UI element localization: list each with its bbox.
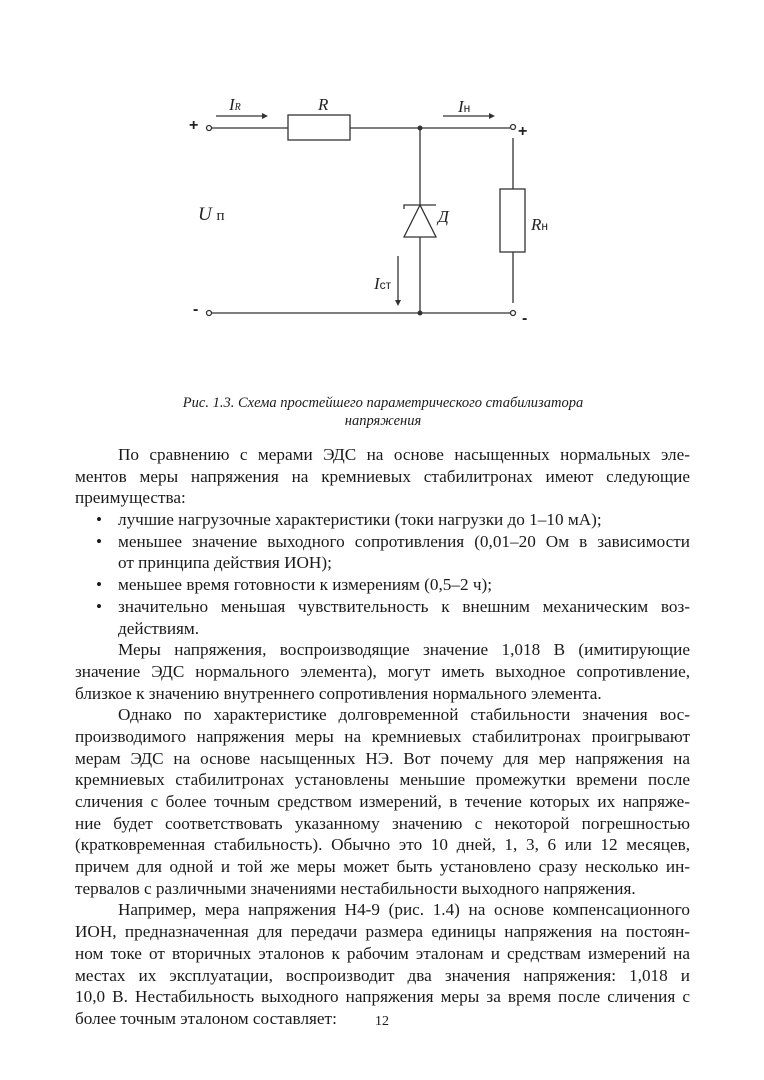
label-sub: ст xyxy=(379,278,392,292)
caption-line: Рис. 1.3. Схема простейшего параметрического стабилизатора xyxy=(182,395,584,411)
line-text: производимого напряжения меры на кремниевых стабилитронах проигрывают xyxy=(75,726,690,746)
line-text: кремниевых стабилитронах установлены меньшие промежутки времени после xyxy=(75,770,690,790)
label-load-rn xyxy=(531,215,548,235)
line-text: значение ЭДС нормального элемента), могут иметь выходное сопротивление, xyxy=(75,661,690,681)
line-text: Однако по характеристике долговременной стабильности значения вос- xyxy=(118,705,690,725)
line-text: (кратковременная стабильность). Обычно это 10 дней, 1, 3, 6 или 12 месяцев, xyxy=(75,835,690,855)
bullet-icon: • xyxy=(96,596,103,616)
label-sub: R xyxy=(234,102,241,113)
paragraph-line xyxy=(75,943,690,965)
line-text: значительно меньшая чувствительность к внешним механическим воз- xyxy=(118,596,690,616)
line-text: более точным эталоном составляет: xyxy=(75,1008,337,1028)
line-text: сличения с более точным средством измерений, в течение которых их напряже- xyxy=(75,792,690,811)
list-item xyxy=(75,531,690,553)
line-text: лучшие нагрузочные характеристики (токи нагрузки до 1–10 мА); xyxy=(118,510,602,530)
label-current-ist xyxy=(374,274,391,294)
paragraph-first-line xyxy=(75,899,690,921)
list-item xyxy=(75,596,690,618)
list-item-continuation xyxy=(75,552,690,574)
line-text: меньшее время готовности к измерениям (0,5–2 ч); xyxy=(118,575,493,595)
paragraph-last-line xyxy=(75,878,690,900)
paragraph-line xyxy=(75,813,690,835)
plus-output-sign: + xyxy=(518,123,528,140)
body-text xyxy=(75,444,690,1030)
line-text: меньшее значение выходного сопротивления (0,01–20 Ом в зависимости xyxy=(118,531,690,551)
line-text: действиям. xyxy=(118,618,200,638)
label-sub: н xyxy=(541,219,549,233)
paragraph-line xyxy=(75,466,690,488)
label-current-ir xyxy=(229,95,241,115)
load-resistor xyxy=(500,189,525,252)
zener-diode xyxy=(404,205,436,237)
output-terminal-plus xyxy=(511,125,516,130)
paragraph-line xyxy=(75,965,690,987)
paragraph-line xyxy=(75,834,690,856)
label-u: U xyxy=(198,204,212,225)
list-item xyxy=(75,509,690,531)
paragraph-line xyxy=(75,986,690,1008)
line-text: ИОН, предназначенная для передачи размера единицы напряжения на постоян- xyxy=(75,922,690,942)
paragraph-line xyxy=(75,856,690,878)
label-resistor-r: R xyxy=(318,95,329,114)
paragraph-line xyxy=(75,748,690,770)
paragraph-line xyxy=(75,921,690,943)
line-text: близкое к значению внутреннего сопротивления нормального элемента. xyxy=(75,683,602,703)
resistor-r xyxy=(288,115,350,140)
line-text: преимущества: xyxy=(75,488,186,508)
paragraph-line xyxy=(75,661,690,683)
line-text: ном токе от вторичных эталонов к рабочим эталонам и средствам измерений на xyxy=(75,943,690,963)
line-text: Меры напряжения, воспроизводящие значение 1,018 В (имитирующие xyxy=(118,640,690,660)
line-text: от принципа действия ИОН); xyxy=(118,553,332,573)
minus-input-sign: - xyxy=(193,301,199,318)
minus-output-sign: - xyxy=(522,310,528,327)
paragraph-line xyxy=(75,726,690,748)
label-sub: п xyxy=(216,208,225,224)
line-text: местах их эксплуатации, воспроизводит два значения напряжения: 1,018 и xyxy=(75,965,690,985)
label-i: I xyxy=(374,274,380,293)
input-terminal-plus xyxy=(207,126,212,131)
figure-caption xyxy=(120,394,646,430)
line-text: тервалов с различными значениями нестабильности выходного напряжения. xyxy=(75,878,636,898)
page-number: 12 xyxy=(375,1014,389,1029)
bullet-icon: • xyxy=(96,531,103,551)
line-text: Например, мера напряжения Н4-9 (рис. 1.4) на основе компенсационного xyxy=(118,900,690,920)
label-current-in xyxy=(458,97,470,117)
paragraph-last-line xyxy=(75,683,690,705)
paragraph-first-line xyxy=(75,704,690,726)
plus-input-sign: + xyxy=(189,117,199,134)
paragraph-first-line xyxy=(75,639,690,661)
list-item-continuation xyxy=(75,618,690,640)
bullet-icon: • xyxy=(96,575,103,595)
line-text: мерам ЭДС на основе насыщенных НЭ. Вот почему для мер напряжения на xyxy=(75,748,690,768)
label-supply-voltage xyxy=(198,204,225,226)
line-text: 10,0 В. Нестабильность выходного напряжения меры за время после сличения с xyxy=(75,987,690,1007)
output-terminal-minus xyxy=(511,311,516,316)
label-i: I xyxy=(229,95,235,114)
line-text: По сравнению с мерами ЭДС на основе насыщенных нормальных эле- xyxy=(118,445,690,464)
paragraph-first-line xyxy=(75,444,690,466)
input-terminal-minus xyxy=(207,311,212,316)
caption-line: напряжения xyxy=(344,413,422,429)
paragraph-line xyxy=(75,769,690,791)
label-r: R xyxy=(531,215,542,234)
line-text: причем для одной и той же меры может быть установлено сразу несколько ин- xyxy=(75,857,690,877)
list-item xyxy=(75,574,690,596)
bullet-icon: • xyxy=(96,510,103,530)
paragraph-last-line xyxy=(75,487,690,509)
line-text: ние будет соответствовать указанному значению с некоторой погрешностью xyxy=(75,813,690,833)
line-text: ментов меры напряжения на кремниевых стабилитронах имеют следующие xyxy=(75,466,690,486)
paragraph-line xyxy=(75,791,690,813)
label-sub: н xyxy=(463,101,471,115)
label-i: I xyxy=(458,97,464,116)
label-zener-d: Д xyxy=(438,207,449,226)
